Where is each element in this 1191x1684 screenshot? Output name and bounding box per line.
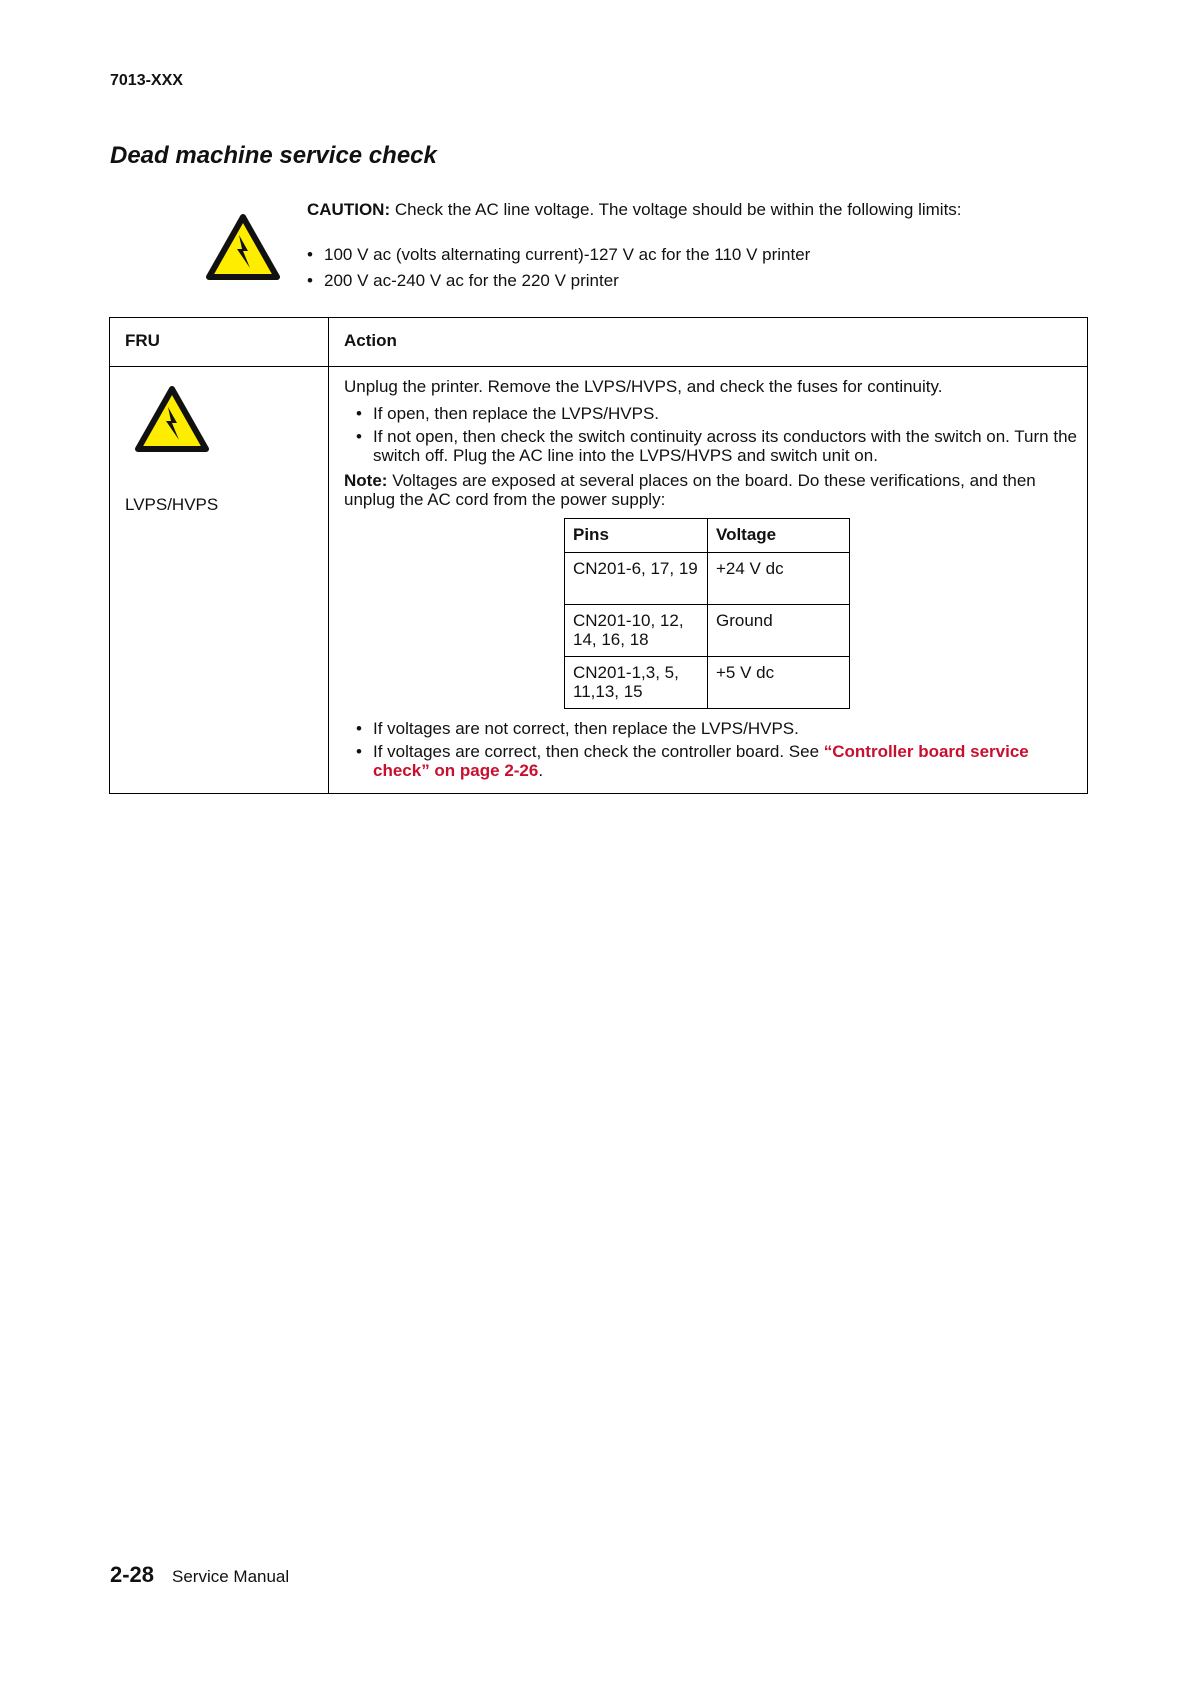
footer-title: Service Manual: [172, 1567, 290, 1586]
table-row: [565, 657, 850, 709]
voltage-cell: +5 V dc: [708, 657, 850, 709]
note-label: Note:: [344, 471, 388, 490]
service-check-table: [109, 317, 1088, 794]
page-number: 2-28: [110, 1562, 155, 1587]
table-header-row: [565, 519, 850, 553]
list-item: • If not open, then check the switch continuity across its conductors with the switch on. Turn the switch off. Plug the AC line into the LVPS/HVPS and switch unit on.: [344, 427, 1079, 465]
header-divider: [110, 366, 1087, 367]
page-title: Dead machine service check: [110, 142, 437, 169]
controller-board-service-check-link[interactable]: “Controller board service check” on page 2-26: [373, 742, 1029, 780]
list-item: [344, 742, 1079, 780]
note: [344, 471, 1074, 509]
action-steps-list: [344, 404, 1079, 469]
note-text: Voltages are exposed at several places on the board. Do these verifications, and then unplug the AC cord from the power supply:: [344, 471, 1036, 509]
column-divider: [328, 318, 329, 793]
table-row: [565, 605, 850, 657]
voltage-cell: Ground: [708, 605, 850, 657]
voltage-cell: +24 V dc: [708, 553, 850, 605]
high-voltage-warning-icon: [206, 213, 280, 281]
high-voltage-warning-icon: [135, 385, 209, 453]
caution-label: CAUTION:: [307, 200, 391, 219]
pins-cell: CN201-6, 17, 19: [565, 553, 708, 605]
caution-statement: [307, 200, 1067, 220]
list-item: • 100 V ac (volts alternating current)-127 V ac for the 110 V printer: [307, 242, 810, 268]
result-steps-list: [344, 719, 1079, 784]
table-row: [565, 553, 850, 605]
list-item: • If voltages are not correct, then replace the LVPS/HVPS.: [344, 719, 1079, 738]
fru-name: LVPS/HVPS: [125, 495, 219, 514]
list-item-text: If voltages are correct, then check the controller board. See: [373, 742, 824, 761]
list-item-suffix: .: [538, 761, 544, 780]
action-intro: Unplug the printer. Remove the LVPS/HVPS, and check the fuses for continuity.: [344, 377, 943, 396]
voltage-limits-list: [307, 242, 810, 294]
caution-text: Check the AC line voltage. The voltage should be within the following limits:: [394, 200, 962, 219]
fru-column-header: FRU: [125, 331, 160, 350]
pins-header: Pins: [565, 519, 708, 553]
action-column-header: Action: [344, 331, 397, 350]
list-item: • 200 V ac-240 V ac for the 220 V printer: [307, 268, 810, 294]
pins-cell: CN201-10, 12, 14, 16, 18: [565, 605, 708, 657]
document-code: 7013-XXX: [110, 72, 183, 89]
pins-cell: CN201-1,3, 5, 11,13, 15: [565, 657, 708, 709]
voltage-header: Voltage: [708, 519, 850, 553]
pins-voltage-table: [564, 518, 850, 709]
list-item: • If open, then replace the LVPS/HVPS.: [344, 404, 1079, 423]
